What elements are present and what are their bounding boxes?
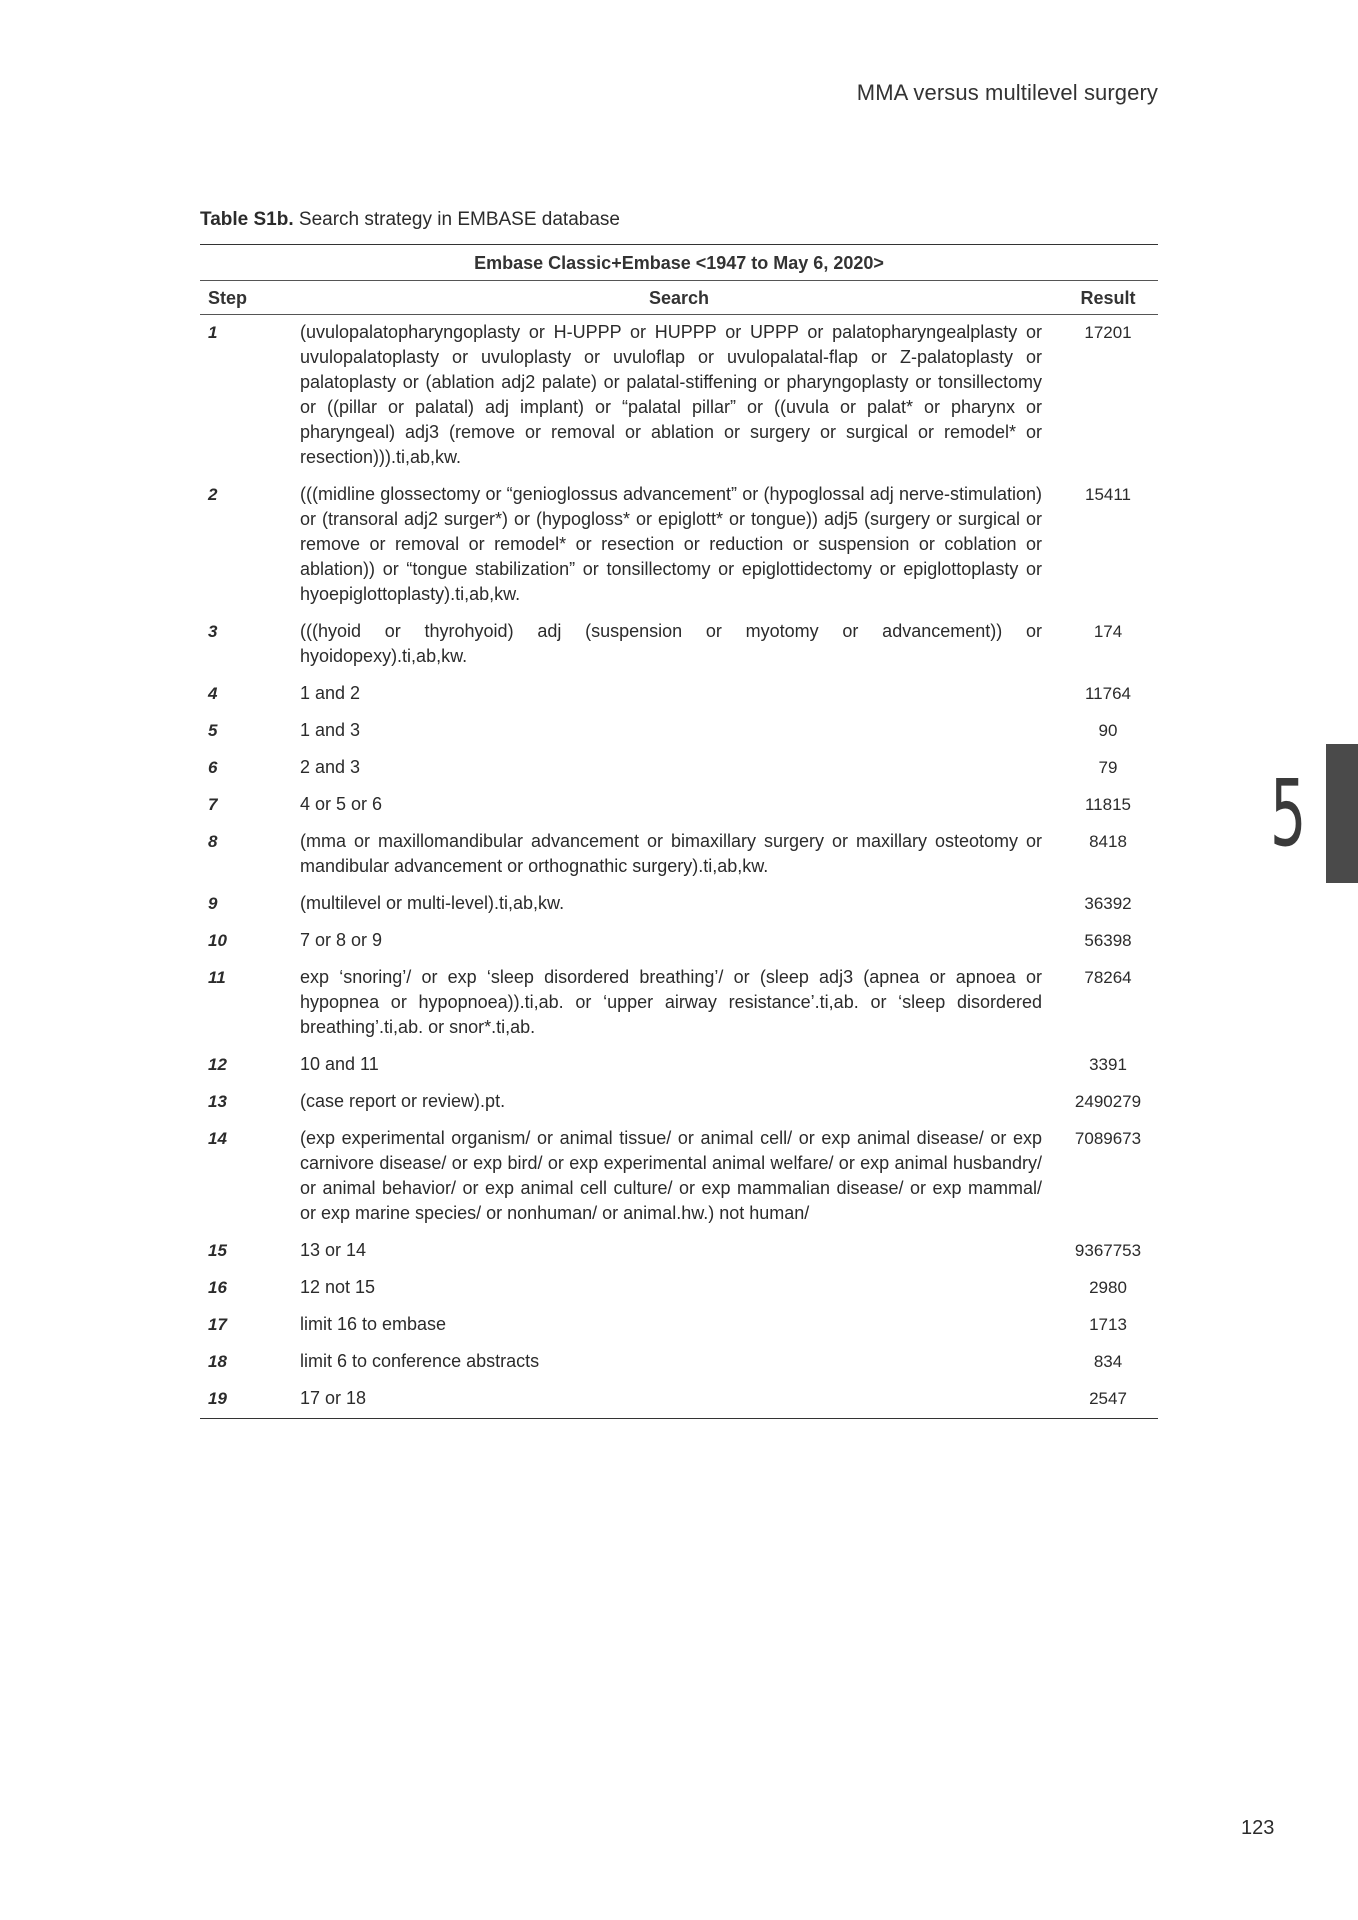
table-row [200,886,1158,923]
table-row [200,315,1158,478]
result-cell: 78264 [1084,968,1132,987]
table-row [200,787,1158,824]
step-cell: 7 [208,795,218,814]
step-cell: 18 [208,1352,227,1371]
table-row [200,1344,1158,1381]
database-header-row [200,245,1158,281]
page-number: 123 [1241,1817,1275,1839]
table-row [200,750,1158,787]
table-row [200,1047,1158,1084]
search-cell: 7 or 8 or 9 [300,930,383,950]
result-cell: 90 [1098,721,1118,740]
result-cell: 11764 [1084,684,1131,703]
search-cell: (uvulopalatopharyngoplasty or H-UPPP or HUPPP or UPPP or palatopharyngealplasty or uvulopalatoplasty or uvuloplasty or uvuloflap or uvulopalatal-flap or Z-palatoplasty or palatoplasty or (ablation adj2 palate) or palatal-stiffening or pharyngoplasty or tonsillectomy or ((pillar or palatal) adj implant) or “palatal pillar” or ((uvula or palat* or pharynx or pharyngeal) adj3 (remove or removal or ablation or surgery or surgical or remodel* or resection))).ti,ab,kw. [300,322,1042,467]
search-cell: 10 and 11 [300,1054,379,1074]
table-row [200,1121,1158,1233]
table-caption [200,209,620,231]
search-strategy-table [200,244,1158,1419]
step-cell: 13 [208,1092,227,1111]
result-cell: 79 [1098,758,1118,777]
step-cell: 15 [208,1241,227,1260]
step-cell: 16 [208,1278,227,1297]
step-cell: 1 [208,323,218,342]
column-header-result: Result [1058,281,1158,315]
search-cell: (mma or maxillomandibular advancement or bimaxillary surgery or maxillary osteotomy or mandibular advancement or orthognathic surgery).ti,ab,kw. [300,831,1042,876]
column-header-row [200,281,1158,315]
search-cell: exp ‘snoring’/ or exp ‘sleep disordered breathing’/ or (sleep adj3 (apnea or apnoea or hypopnea or hypopnoea)).ti,ab. or ‘upper airway resistance’.ti,ab. or ‘sleep disordered breathing’.ti,ab. or snor*.ti,ab. [300,967,1042,1037]
result-cell: 2547 [1058,1381,1158,1419]
result-cell: 8418 [1089,832,1127,851]
result-cell: 7089673 [1074,1129,1142,1148]
search-strategy-table-wrapper [200,244,1158,1419]
column-header-step: Step [200,281,300,315]
search-cell: limit 6 to conference abstracts [300,1351,540,1371]
result-cell: 56398 [1084,931,1132,950]
step-cell: 14 [208,1129,227,1148]
search-cell: 4 or 5 or 6 [300,794,383,814]
search-cell: (case report or review).pt. [300,1091,506,1111]
search-cell: (exp experimental organism/ or animal tissue/ or animal cell/ or exp animal disease/ or exp carnivore disease/ or exp bird/ or exp experimental animal welfare/ or exp animal husbandry/ or animal behavior/ or exp animal cell culture/ or exp mammalian disease/ or exp mammal/ or exp marine species/ or nonhuman/ or animal.hw.) not human/ [300,1128,1042,1223]
search-cell: limit 16 to embase [300,1314,447,1334]
search-cell: 1 and 3 [300,720,361,740]
step-cell: 12 [208,1055,227,1074]
search-cell: 1 and 2 [300,683,361,703]
step-cell: 10 [208,931,227,950]
table-body [200,315,1158,1419]
table-row [200,1270,1158,1307]
result-cell: 11815 [1084,795,1131,814]
search-cell: (((hyoid or thyrohyoid) adj (suspension or myotomy or advancement)) or hyoidopexy).ti,ab,kw. [300,621,1042,666]
table-row [200,477,1158,614]
search-cell: 12 not 15 [300,1277,376,1297]
chapter-tab [1326,744,1358,883]
search-cell: 17 or 18 [300,1381,1058,1419]
step-cell: 9 [208,894,218,913]
database-header: Embase Classic+Embase <1947 to May 6, 2020> [200,245,1158,281]
result-cell: 2490279 [1074,1092,1142,1111]
running-header: MMA versus multilevel surgery [856,80,1158,105]
table-row [200,1307,1158,1344]
table-caption-label: Table S1b. [200,209,294,230]
step-cell: 3 [208,622,218,641]
table-row [200,676,1158,713]
step-cell: 4 [208,684,218,703]
table-row [200,923,1158,960]
search-cell: (multilevel or multi-level).ti,ab,kw. [300,893,565,913]
table-caption-text: Search strategy in EMBASE database [293,209,620,230]
chapter-number: 5 [1270,760,1307,867]
step-cell: 8 [208,832,218,851]
table-row [200,1084,1158,1121]
search-cell: 2 and 3 [300,757,361,777]
table-row [200,824,1158,886]
step-cell: 19 [200,1381,300,1419]
table-row [200,960,1158,1047]
result-cell: 834 [1093,1352,1123,1371]
step-cell: 11 [208,968,226,987]
step-cell: 2 [208,485,218,504]
step-cell: 5 [208,721,218,740]
step-cell: 6 [208,758,218,777]
result-cell: 17201 [1084,323,1132,342]
table-row [200,713,1158,750]
search-cell: (((midline glossectomy or “genioglossus advancement” or (hypoglossal adj nerve-stimulation) or (transoral adj2 surger*) or (hypogloss* or epiglott* or tongue)) adj5 (surgery or surgical or remove or removal or remodel* or resection or reduction or suspension or coblation or ablation)) or “tongue stabilization” or tonsillectomy or epiglottidectomy or epiglottoplasty or hyoepiglottoplasty).ti,ab,kw. [300,484,1042,604]
column-header-search: Search [300,281,1058,315]
result-cell: 3391 [1089,1055,1127,1074]
step-cell: 17 [208,1315,227,1334]
result-cell: 15411 [1084,485,1131,504]
table-row [200,614,1158,676]
search-cell: 13 or 14 [300,1240,367,1260]
table-row [200,1381,1158,1419]
table-row [200,1233,1158,1270]
result-cell: 174 [1093,622,1123,641]
result-cell: 9367753 [1074,1241,1142,1260]
result-cell: 36392 [1084,894,1132,913]
result-cell: 2980 [1089,1278,1127,1297]
result-cell: 1713 [1089,1315,1127,1334]
